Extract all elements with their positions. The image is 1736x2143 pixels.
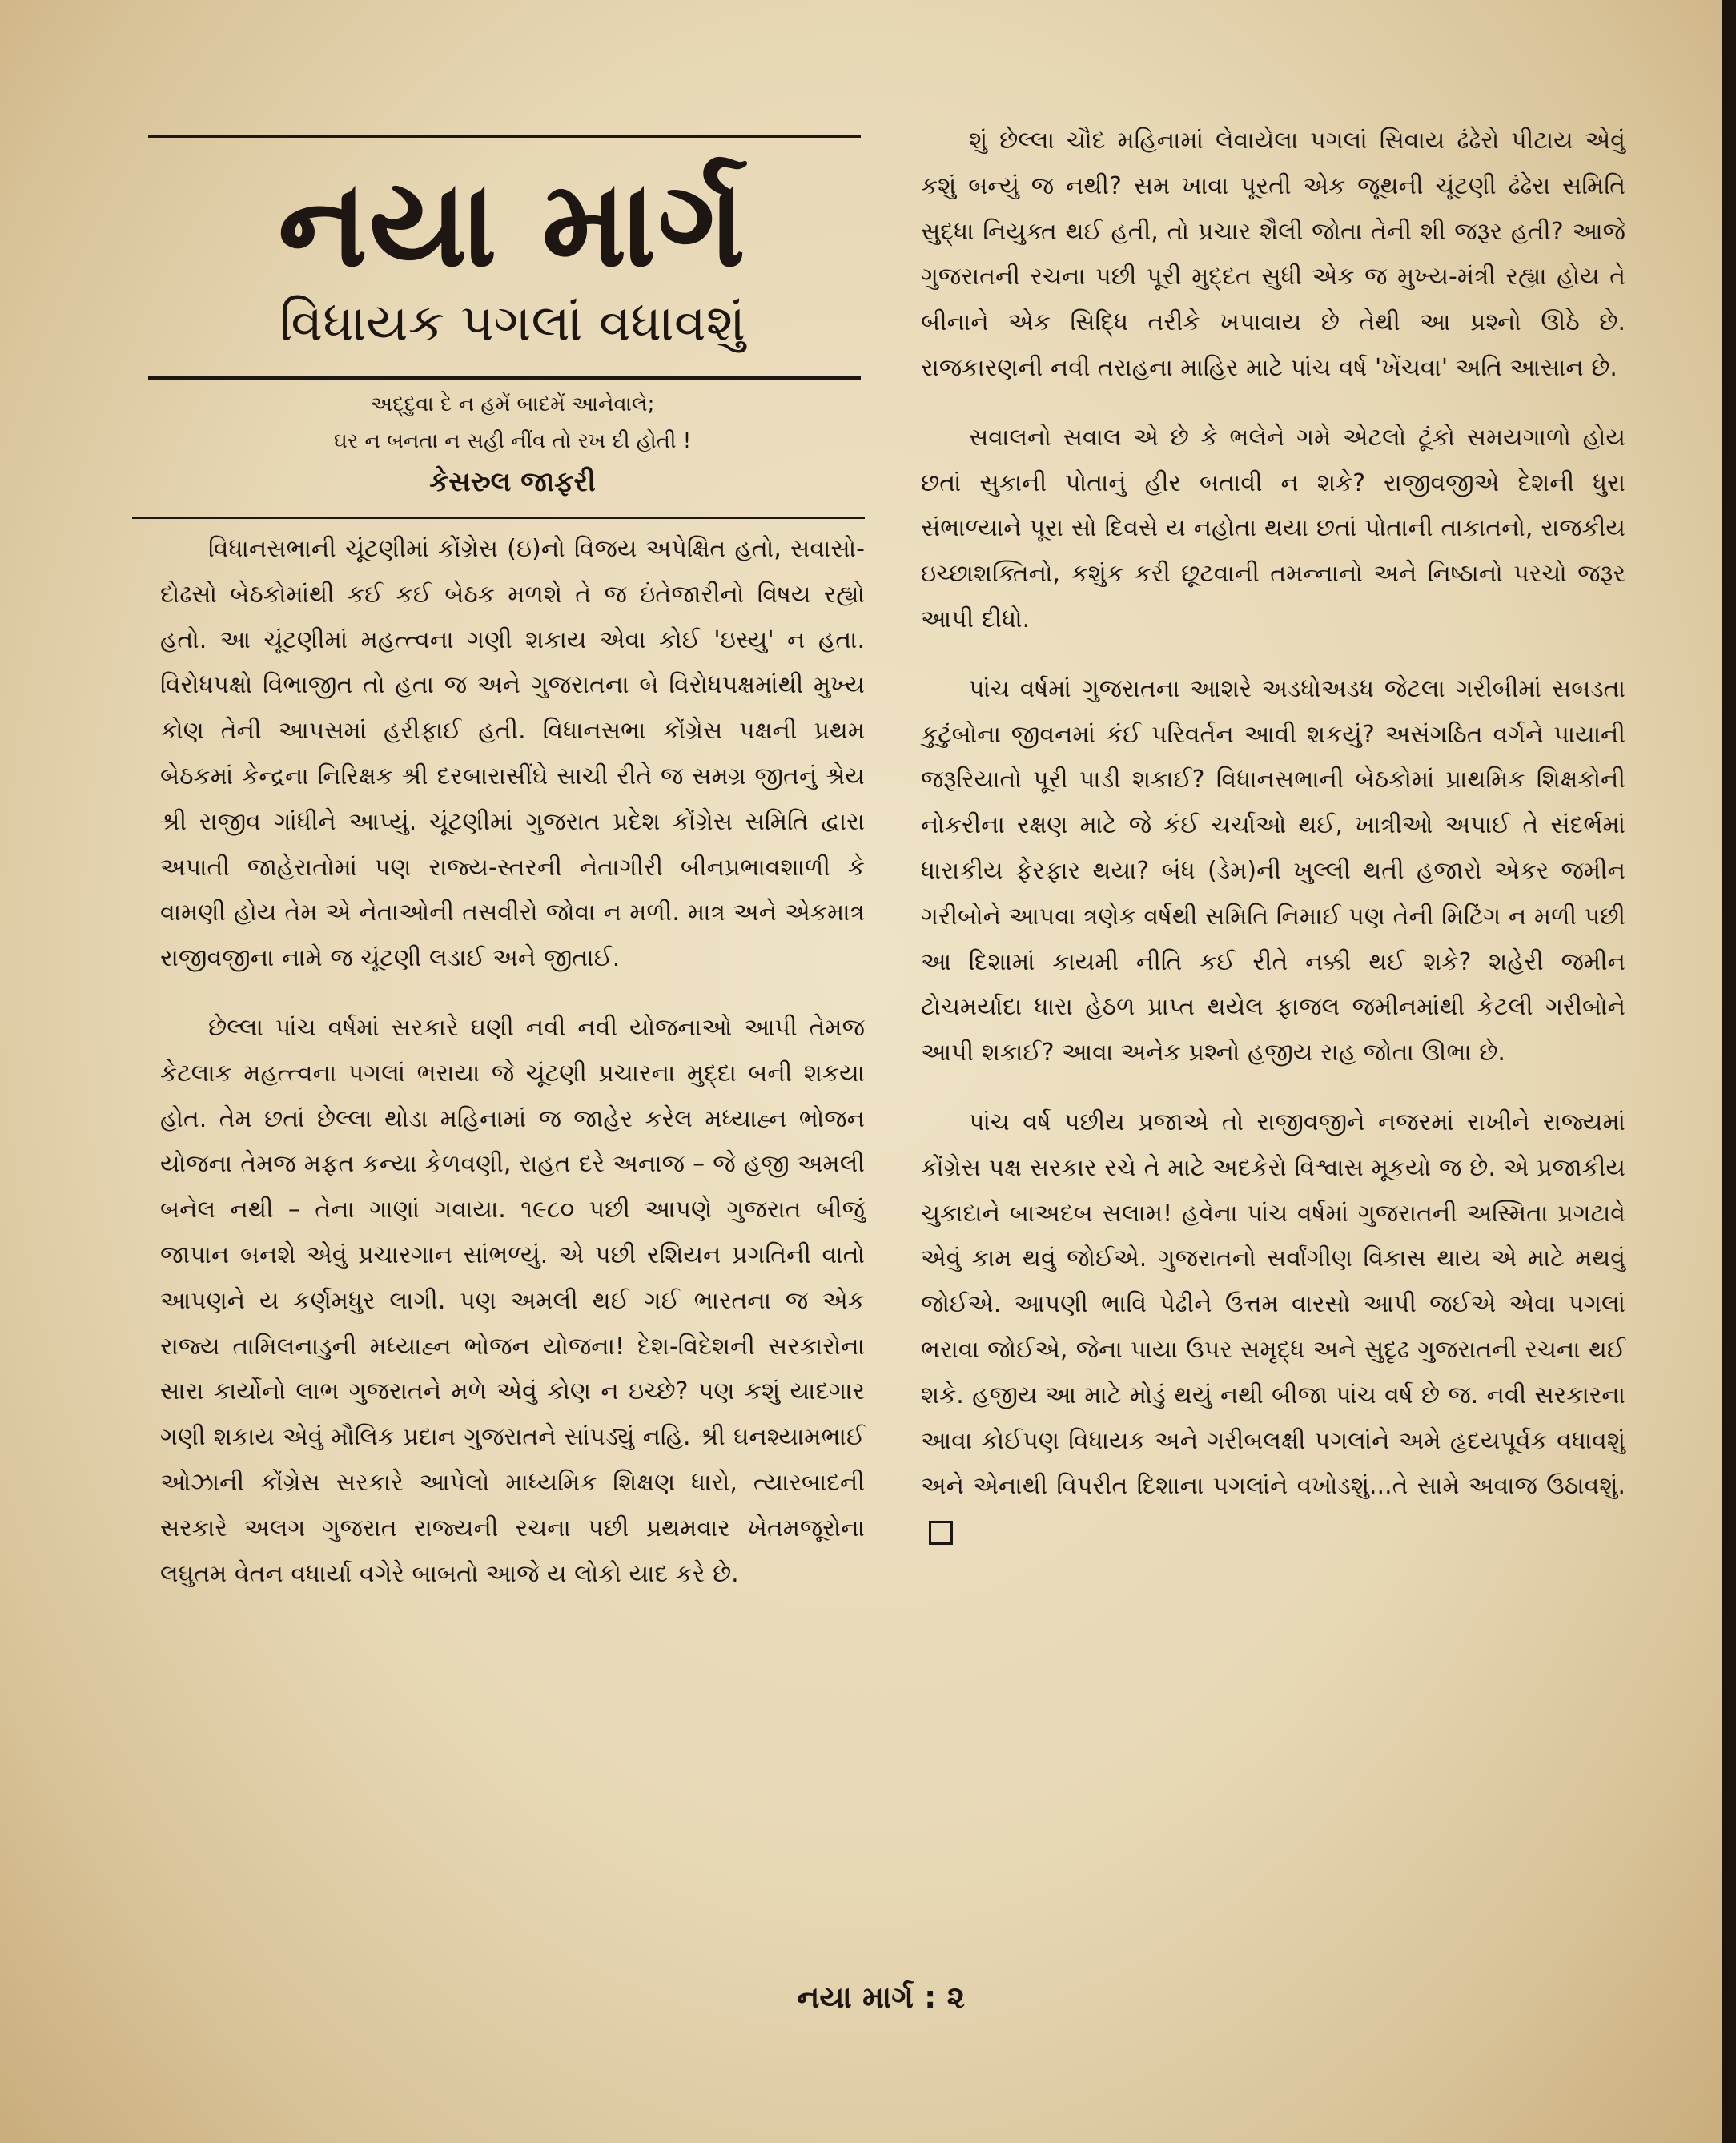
author-name: કેસરુલ જાફરી bbox=[429, 466, 596, 498]
masthead-top-rule bbox=[148, 135, 861, 138]
right-paragraph-4 bbox=[921, 1100, 1625, 1555]
author-bottom-rule bbox=[132, 517, 865, 519]
end-of-article-box-icon bbox=[929, 1521, 953, 1545]
headline-bottom-rule bbox=[148, 376, 861, 380]
couplet-line-2: ઘર ન બનતા ન સહી નીંવ તો રખ દી હોતી ! bbox=[333, 429, 692, 453]
right-paragraph-3: પાંચ વર્ષમાં ગુજરાતના આશરે અડધોઅડધ જેટલા ગરીબીમાં સબડતા કુટુંબોના જીવનમાં કંઈ પરિવર્તન આવી શકયું? અસંગઠિત વર્ગને પાયાની જરૂરિયાતો પૂરી પાડી શકાઈ? વિધાનસભાની બેઠકોમાં પ્રાથમિક શિક્ષકોની નોકરીના રક્ષણ માટે જે કંઈ ચર્ચાઓ થઈ, ખાત્રીઓ અપાઈ તે સંદર્ભમાં ધારાકીય ફેરફાર થયા? બંધ (ડેમ)ની ખુલ્લી થતી હજારો એકર જમીન ગરીબોને આપવા ત્રણેક વર્ષથી સમિતિ નિમાઈ પણ તેની મિટિંગ ન મળી પછી આ દિશામાં કાયમી નીતિ કઈ રીતે નક્કી થઈ શકે? શહેરી જમીન ટોચમર્યાદા ધારા હેઠળ પ્રાપ્ત થયેલ ફાજલ જમીનમાંથી કેટલી ગરીબોને આપી શકાઈ? આવા અનેક પ્રશ્નો હજીય રાહ જોતા ઊભા છે. bbox=[921, 674, 1625, 1067]
left-paragraph-1: વિધાનસભાની ચૂંટણીમાં કોંગ્રેસ (ઇ)નો વિજય અપેક્ષિત હતો, સવાસો-દોઢસો બેઠકોમાંથી કઈ કઈ બેઠક મળશે તે જ ઇંતેજારીનો વિષય રહ્યો હતો. આ ચૂંટણીમાં મહત્ત્વના ગણી શકાય એવા કોઈ 'ઇસ્યુ' ન હતા. વિરોધપક્ષો વિભાજીત તો હતા જ અને ગુજરાતના બે વિરોધપક્ષમાંથી મુખ્ય કોણ તેની આપસમાં હરીફાઈ હતી. વિધાનસભા કોંગ્રેસ પક્ષની પ્રથમ બેઠકમાં કેન્દ્રના નિરિક્ષક શ્રી દરબારાસીંઘે સાચી રીતે જ સમગ્ર જીતનું શ્રેય શ્રી રાજીવ ગાંધીને આપ્યું. ચૂંટણીમાં ગુજરાત પ્રદેશ કોંગ્રેસ સમિતિ દ્વારા અપાતી જાહેરાતોમાં પણ રાજ્ય-સ્તરની નેતાગીરી બીનપ્રભાવશાળી કે વામણી હોય તેમ એ નેતાઓની તસવીરો જોવા ન મળી. માત્ર અને એકમાત્ર રાજીવજીના નામે જ ચૂંટણી લડાઈ અને જીતાઈ. bbox=[160, 535, 865, 973]
article-headline: વિધાયક પગલાં વધાવશું bbox=[279, 294, 746, 353]
page-footer: નયા માર્ગ : ૨ bbox=[797, 1980, 965, 2015]
right-paragraph-4-text: પાંચ વર્ષ પછીય પ્રજાએ તો રાજીવજીને નજરમાં રાખીને રાજ્યમાં કોંગ્રેસ પક્ષ સરકાર રચે તે માટે અદકેરો વિશ્વાસ મૂકયો જ છે. એ પ્રજાકીય ચુકાદાને બાઅદબ સલામ! હવેના પાંચ વર્ષમાં ગુજરાતની અસ્મિતા પ્રગટાવે એવું કામ થવું જોઈએ. ગુજરાતનો સર્વાંગીણ વિકાસ થાય એ માટે મથવું જોઈએ. આપણી ભાવિ પેઢીને ઉત્તમ વારસો આપી જઈએ એવા પગલાં ભરાવા જોઈએ, જેના પાયા ઉપર સમૃદ્ધ અને સુદૃઢ ગુજરાતની રચના થઈ શકે. હજીય આ માટે મોડું થયું નથી બીજા પાંચ વર્ષ છે જ. નવી સરકારના આવા કોઈપણ વિધાયક અને ગરીબલક્ષી પગલાંને અમે હૃદયપૂર્વક વધાવશું અને એનાથી વિપરીત દિશાના પગલાંને વખોડશું...તે સામે અવાજ ઉઠાવશું. bbox=[921, 1108, 1625, 1501]
couplet-line-1: અદ્દુવા દે ન હમેં બાદમેં આનેવાલે; bbox=[370, 392, 655, 416]
left-paragraph-2: છેલ્લા પાંચ વર્ષમાં સરકારે ઘણી નવી નવી યોજનાઓ આપી તેમજ કેટલાક મહત્ત્વના પગલાં ભરાયા જે ચૂંટણી પ્રચારના મુદ્દા બની શકયા હોત. તેમ છતાં છેલ્લા થોડા મહિનામાં જ જાહેર કરેલ મધ્યાહ્ન ભોજન યોજના તેમજ મફત કન્યા કેળવણી, રાહત દરે અનાજ – જે હજી અમલી બનેલ નથી – તેના ગાણાં ગવાયા. ૧૯૮૦ પછી આપણે ગુજરાત બીજું જાપાન બનશે એવું પ્રચારગાન સાંભળ્યું. એ પછી રશિયન પ્રગતિની વાતો આપણને ય કર્ણમધુર લાગી. પણ અમલી થઈ ગઈ ભારતના જ એક રાજ્ય તામિલનાડુની મધ્યાહ્ન ભોજન યોજના! દેશ-વિદેશની સરકારોના સારા કાર્યોનો લાભ ગુજરાતને મળે એવું કોણ ન ઇચ્છે? પણ કશું યાદગાર ગણી શકાય એવું મૌલિક પ્રદાન ગુજરાતને સાંપડ્યું નહિ. શ્રી ઘનશ્યામભાઈ ઓઝાની કોંગ્રેસ સરકારે આપેલો માધ્યમિક શિક્ષણ ધારો, ત્યારબાદની સરકારે અલગ ગુજરાત રાજ્યની રચના પછી પ્રથમવાર ખેતમજૂરોના લઘુતમ વેતન વધાર્યા વગેરે બાબતો આજે ય લોકો યાદ કરે છે. bbox=[160, 1013, 865, 1588]
right-paragraph-2: સવાલનો સવાલ એ છે કે ભલેને ગમે એટલો ટૂંકો સમયગાળો હોય છતાં સુકાની પોતાનું હીર બતાવી ન શકે? રાજીવજીએ દેશની ધુરા સંભાળ્યાને પૂરા સો દિવસે ય નહોતા થયા છતાં પોતાની તાકાતનો, રાજકીય ઇચ્છાશક્તિનો, કશુંક કરી છૂટવાની તમન્નાનો અને નિષ્ઠાનો પરચો જરૂર આપી દીધો. bbox=[921, 423, 1625, 633]
masthead-title: નયા માર્ગ bbox=[278, 155, 747, 294]
right-column bbox=[921, 119, 1625, 1579]
right-paragraph-1: શું છેલ્લા ચૌદ મહિનામાં લેવાયેલા પગલાં સિવાય ઢંઢેરો પીટાય એવું કશું બન્યું જ નથી? સમ ખાવા પૂરતી એક જૂથની ચૂંટણી ઢંઢેરા સમિતિ સુદ્ધા નિયુક્ત થઈ હતી, તો પ્રચાર શૈલી જોતા તેની શી જરૂર હતી? આજે ગુજરાતની રચના પછી પૂરી મુદ્દત સુધી એક જ મુખ્ય-મંત્રી રહ્યા હોય તે બીનાને એક સિદ્ધિ તરીકે ખપાવાય છે તેથી આ પ્રશ્નો ઊઠે છે. રાજકારણની નવી તરાહના માહિર માટે પાંચ વર્ષ 'ખેંચવા' અતિ આસાન છે. bbox=[921, 127, 1625, 382]
left-column bbox=[160, 527, 865, 1621]
